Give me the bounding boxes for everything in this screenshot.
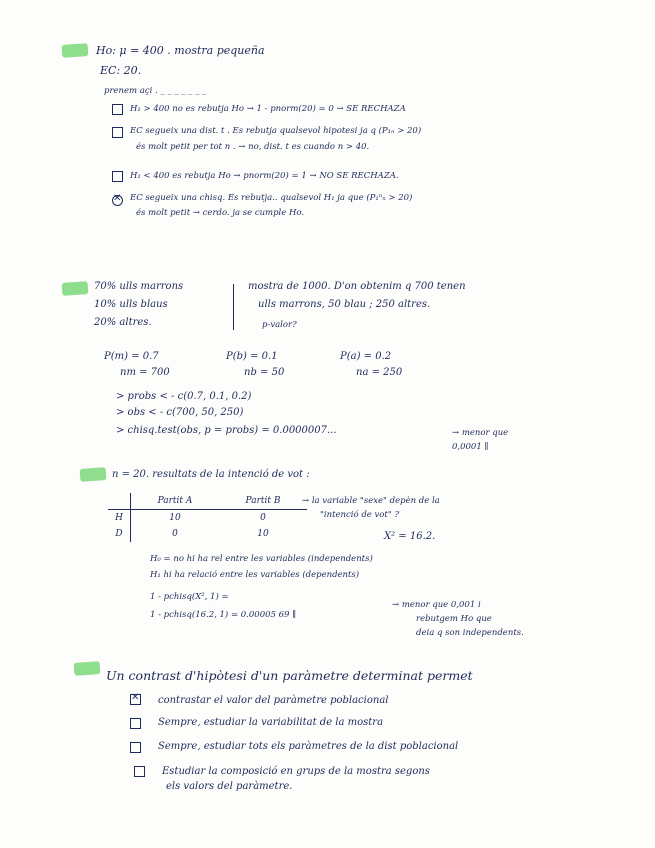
table-cell: 0 xyxy=(260,513,266,523)
pvalue-question: p-valor? xyxy=(262,320,297,330)
option-text-cont: és molt petit per tot n . → no, dist. t es cuando n > 40. xyxy=(136,142,370,152)
option-checkbox[interactable] xyxy=(112,104,123,115)
contingency-table xyxy=(108,493,307,542)
chi-square-value: X² = 16.2. xyxy=(384,531,436,542)
option-text-cont: és molt petit → cerdo. ja se cumple Ho. xyxy=(136,208,305,218)
count-label: nm = 700 xyxy=(120,367,170,378)
option-text: Sempre, estudiar la variabilitat de la mostra xyxy=(158,717,384,728)
option-checkbox-checked[interactable] xyxy=(130,694,141,705)
option-checkbox[interactable] xyxy=(112,171,123,182)
table-header-cell: Partit B xyxy=(219,493,307,510)
eye-color-row: 10% ulls blaus xyxy=(94,299,168,310)
sample-line: mostra de 1000. D'on obtenim q 700 tenen xyxy=(248,281,466,292)
table-header-cell xyxy=(108,493,131,510)
table-cell: 10 xyxy=(169,513,181,523)
eye-color-row: 20% altres. xyxy=(94,317,152,328)
option-checkbox[interactable] xyxy=(130,718,141,729)
conclusion-line: → menor que 0,001 i xyxy=(392,600,481,610)
highlight-marker xyxy=(62,43,89,58)
hypothesis-h0: Ho: μ = 400 . mostra pequeña xyxy=(96,44,265,57)
calc-line: 1 - pchisq(X², 1) = xyxy=(150,592,229,602)
alt-hypothesis: H₁ hi ha relació entre les variables (dependents) xyxy=(150,570,360,580)
option-checkbox-checked[interactable] xyxy=(112,195,123,206)
highlight-marker xyxy=(62,281,89,296)
prob-label: P(b) = 0.1 xyxy=(226,351,278,362)
sample-line: ulls marrons, 50 blau ; 250 altres. xyxy=(258,299,431,310)
conclusion-line: rebutgem Ho que xyxy=(416,614,492,624)
highlight-marker xyxy=(80,467,107,482)
ec-line: EC: 20. xyxy=(100,64,142,77)
question-line: → la variable "sexe" depèn de la xyxy=(302,496,440,506)
section-header: n = 20. resultats de la intenció de vot : xyxy=(112,469,310,480)
brace-line xyxy=(233,284,234,330)
option-text: EC segueix una dist. t . Es rebutja qualsevol hipotesi ja q (P₁ₙ > 20) xyxy=(130,126,422,136)
result-note: 0,0001 ∥ xyxy=(452,442,489,452)
question-line: "intenció de vot" ? xyxy=(320,510,399,520)
table-header-cell: Partit A xyxy=(131,493,220,510)
option-checkbox[interactable] xyxy=(112,127,123,138)
prompt-line: prenem açi . _ _ _ _ _ _ _ xyxy=(104,86,207,96)
option-text-cont: els valors del paràmetre. xyxy=(166,781,293,792)
option-checkbox[interactable] xyxy=(130,742,141,753)
question-stem: Un contrast d'hipòtesi d'un paràmetre determinat permet xyxy=(106,668,473,683)
option-text: Sempre, estudiar tots els paràmetres de la dist poblacional xyxy=(158,741,459,752)
option-text: H₁ < 400 es rebutja Ho → pnorm(20) = 1 → NO SE RECHAZA. xyxy=(130,171,399,181)
option-text: Estudiar la composició en grups de la mostra segons xyxy=(162,766,430,777)
table-row-label: H xyxy=(108,510,131,527)
null-hypothesis: H₀ = no hi ha rel entre les variables (independents) xyxy=(150,554,373,564)
result-note: → menor que xyxy=(452,428,509,438)
r-code-line: > obs < - c(700, 50, 250) xyxy=(116,407,244,418)
option-text: contrastar el valor del paràmetre poblacional xyxy=(158,695,389,706)
table-cell: 0 xyxy=(172,529,178,539)
count-label: na = 250 xyxy=(356,367,403,378)
conclusion-line: deia q son independents. xyxy=(416,628,524,638)
table-cell: 10 xyxy=(257,529,269,539)
option-checkbox[interactable] xyxy=(134,766,145,777)
count-label: nb = 50 xyxy=(244,367,285,378)
table-row-label: D xyxy=(108,526,131,542)
prob-label: P(m) = 0.7 xyxy=(104,351,159,362)
option-text: EC segueix una chisq. Es rebutja.. qualsevol H₁ ja que (P₁ⁿₙ > 20) xyxy=(130,193,413,203)
eye-color-row: 70% ulls marrons xyxy=(94,281,184,292)
r-code-line: > chisq.test(obs, p = probs) = 0.0000007... xyxy=(116,425,337,436)
option-text: H₁ > 400 no es rebutja Ho → 1 - pnorm(20) = 0 → SE RECHAZA xyxy=(130,104,406,114)
highlight-marker xyxy=(74,661,101,676)
r-code-line: > probs < - c(0.7, 0.1, 0.2) xyxy=(116,391,252,402)
calc-line: 1 - pchisq(16.2, 1) = 0.00005 69 ∥ xyxy=(150,610,297,620)
prob-label: P(a) = 0.2 xyxy=(340,351,392,362)
